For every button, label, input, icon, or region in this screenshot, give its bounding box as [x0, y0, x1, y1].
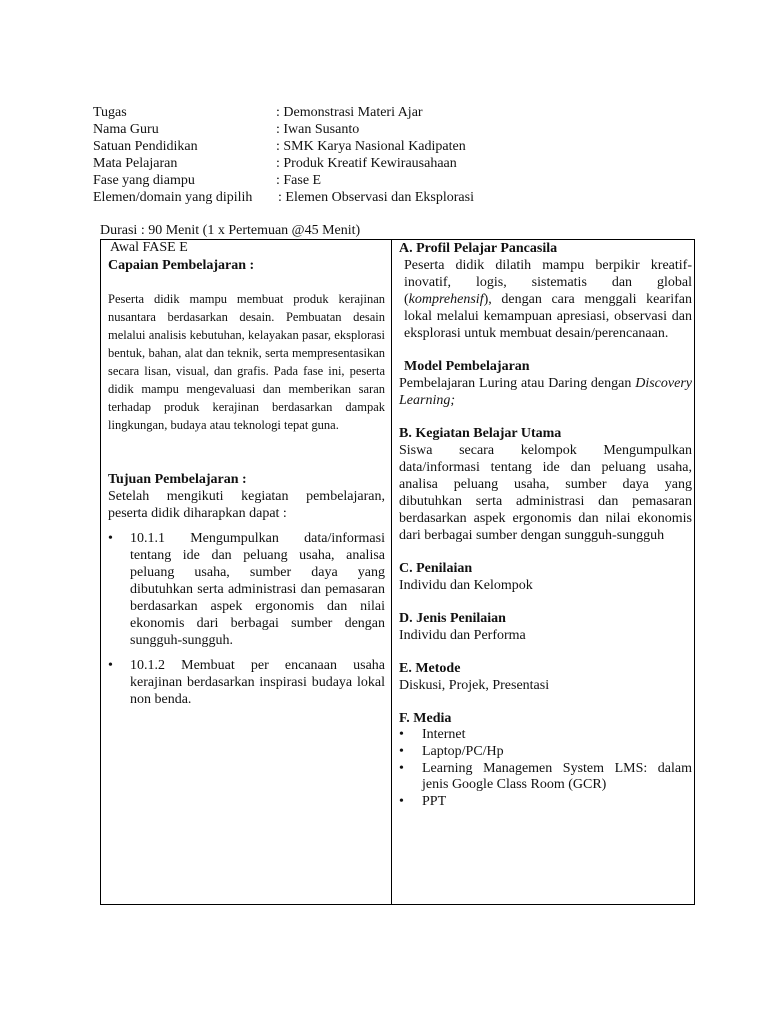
- lesson-table: [100, 239, 695, 905]
- media-title: F. Media: [399, 711, 452, 726]
- penilaian-title: C. Penilaian: [399, 561, 473, 576]
- model-text: Pembelajaran Luring atau Daring dengan Discovery Learning;: [399, 376, 692, 408]
- tujuan-item-text: 10.1.2 Membuat per encanaan usaha kerajinan berdasarkan inspirasi budaya lokal non benda.: [130, 658, 385, 707]
- info-row-satuan-pendidikan: [93, 138, 693, 155]
- info-value: : Produk Kreatif Kewirausahaan: [276, 156, 457, 171]
- jenis-penilaian-title: D. Jenis Penilaian: [399, 611, 506, 626]
- info-value: : Elemen Observasi dan Eksplorasi: [278, 190, 474, 205]
- media-item: [399, 761, 692, 795]
- bullet-dot: •: [399, 743, 404, 759]
- info-row-fase: [93, 172, 693, 189]
- kegiatan-title: B. Kegiatan Belajar Utama: [399, 426, 562, 441]
- left-column: [108, 240, 385, 708]
- tujuan-item-2: [108, 657, 385, 708]
- metode-title: E. Metode: [399, 661, 461, 676]
- profil-title: A. Profil Pelajar Pancasila: [399, 241, 558, 256]
- media-item-text: Laptop/PC/Hp: [422, 743, 504, 759]
- bullet-dot: •: [108, 658, 113, 673]
- penilaian-text: Individu dan Kelompok: [399, 578, 533, 593]
- info-label: Fase yang diampu: [93, 173, 195, 188]
- bullet-dot: •: [399, 760, 404, 776]
- kegiatan-text: Siswa secara kelompok Mengumpulkan data/informasi tentang ide dan peluang usaha, analisa peluang usaha, sumber daya yang dibutuhkan serta administrasi dan pemasaran berdasarkan aspek ergonomis dan nilai ekonomis dari berbagai sumber dengan sungguh-sungguh: [399, 443, 692, 543]
- info-label: Nama Guru: [93, 122, 159, 137]
- fase-label: Awal FASE E: [110, 240, 188, 255]
- tujuan-item-text: 10.1.1 Mengumpulkan data/informasi tentang ide dan peluang usaha, analisa peluang usaha, sumber daya yang dibutuhkan serta administrasi dan pemasaran berdasarkan aspek ergonomis dan nilai ekonomis dari berbagai sumber dengan sungguh-sungguh.: [130, 531, 385, 648]
- info-row-nama-guru: [93, 121, 693, 138]
- info-row-elemen: [93, 189, 693, 206]
- info-label: Mata Pelajaran: [93, 156, 178, 171]
- media-item-text: Internet: [422, 727, 466, 742]
- bullet-dot: •: [108, 531, 113, 546]
- profil-text: Peserta didik dilatih mampu berpikir kreatif-inovatif, logis, sistematis dan global (komprehensif), dengan cara menggali kearifan lokal melalui kemampuan apresiasi, observasi dan eksplorasi untuk membuat desain/perencanaan.: [404, 258, 692, 341]
- bullet-dot: •: [399, 727, 404, 742]
- tujuan-title: Tujuan Pembelajaran :: [108, 472, 247, 487]
- media-item: [399, 794, 692, 811]
- info-value: : Iwan Susanto: [276, 122, 360, 137]
- media-item: [399, 744, 692, 761]
- metode-text: Diskusi, Projek, Presentasi: [399, 678, 550, 693]
- jenis-penilaian-text: Individu dan Performa: [399, 628, 526, 643]
- info-label: Elemen/domain yang dipilih: [93, 190, 253, 205]
- info-value: : SMK Karya Nasional Kadipaten: [276, 139, 466, 154]
- info-label: Satuan Pendidikan: [93, 139, 198, 154]
- media-item: [399, 727, 692, 744]
- info-value: : Demonstrasi Materi Ajar: [276, 105, 423, 120]
- info-value: : Fase E: [276, 173, 322, 188]
- model-title: Model Pembelajaran: [404, 359, 530, 374]
- bullet-dot: •: [399, 794, 404, 810]
- durasi-text: Durasi : 90 Menit (1 x Pertemuan @45 Menit): [100, 223, 361, 238]
- column-divider: [391, 240, 392, 904]
- tujuan-intro: Setelah mengikuti kegiatan pembelajaran, peserta didik diharapkan dapat :: [108, 489, 385, 521]
- capaian-title: Capaian Pembelajaran :: [108, 258, 255, 273]
- right-column: [399, 240, 692, 811]
- capaian-text: Peserta didik mampu membuat produk kerajinan nusantara berdasarkan desain. Pembuatan desain melalui analisis kebutuhan, kelayakan pasar, eksplorasi bentuk, bahan, alat dan teknik, serta mempresentasikan secara lisan, visual, dan grafis. Pada fase ini, peserta didik mampu mengevaluasi dan memberikan saran terhadap produk kerajinan berdasarkan dampak lingkungan, budaya atau teknologi tepat guna.: [108, 292, 385, 432]
- media-item-text: Learning Managemen System LMS: dalam jenis Google Class Room (GCR): [422, 760, 692, 793]
- tujuan-item-1: [108, 530, 385, 649]
- info-row-tugas: [93, 104, 693, 121]
- info-row-mata-pelajaran: [93, 155, 693, 172]
- header-info: [93, 104, 693, 206]
- info-label: Tugas: [93, 105, 127, 120]
- media-item-text: PPT: [422, 794, 447, 810]
